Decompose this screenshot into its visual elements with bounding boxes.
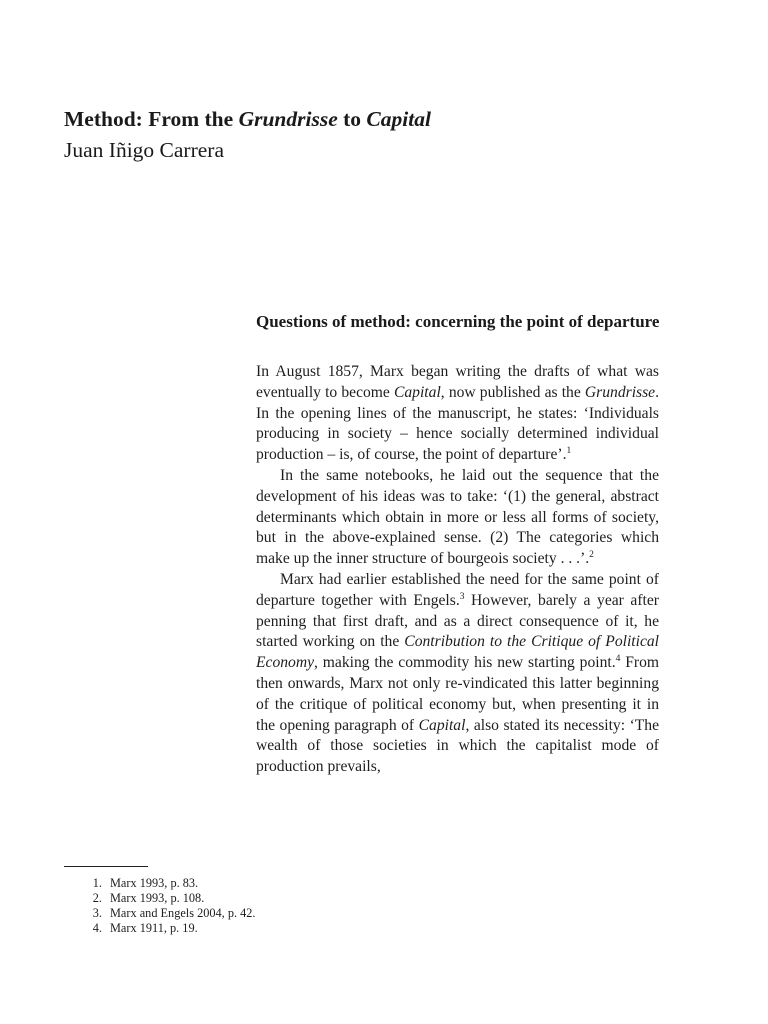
chapter-author: Juan Iñigo Carrera [64, 138, 224, 162]
paragraph-1-text-e: . In the opening lines of the manuscript, he states: ‘Individuals producing in society – hence socially determined individual production – is, of course, the point of departure’. [256, 383, 659, 464]
paragraph-1-text-a: In August 1857, Marx began writing the drafts of what was eventually to become [256, 363, 659, 401]
paragraph-1-text-c: , now published as the [440, 383, 585, 401]
footnote-divider [64, 866, 148, 867]
paragraph-3-text-b: However, barely a year after penning that first draft, and as a direct consequence of it, he started working on the [256, 591, 659, 651]
chapter-title-grundrisse: Grundrisse [238, 107, 338, 131]
paragraph-2 [256, 466, 659, 570]
footnote-marker-1[interactable]: 1 [566, 446, 572, 457]
paragraph-1-capital: Capital [393, 383, 441, 401]
paragraph-3-text-d: , making the commodity his new starting point. [314, 654, 616, 672]
paragraph-3-contribution-title: Contribution to the Critique of Political Economy [256, 633, 659, 672]
footnote-item [64, 906, 464, 921]
chapter-title-text: Method: From the [64, 107, 239, 131]
paragraph-3-capital: Capital [418, 716, 466, 734]
footnote-marker-3[interactable]: 3 [459, 591, 465, 602]
footnote-item [64, 891, 464, 906]
footnotes-list [64, 876, 464, 936]
paragraph-1 [256, 362, 659, 466]
paragraph-3-text-g: , also stated its necessity: ‘The wealth of those societies in which the capitalist mode of production prevails, [256, 716, 660, 776]
footnote-number: 2. [92, 891, 102, 905]
chapter-title-capital: Capital [366, 107, 431, 131]
paragraph-1-grundrisse: Grundrisse [584, 383, 656, 401]
chapter-title [64, 106, 431, 132]
section-heading: Questions of method: concerning the point of departure [256, 312, 660, 331]
footnote-marker-4[interactable]: 4 [615, 654, 621, 665]
chapter-title-to: to [337, 107, 367, 131]
footnote-number: 1. [92, 876, 102, 890]
paragraph-3-text-e: From then onwards, Marx not only re-vindicated this latter beginning of the critique of political economy but, when presenting it in the opening paragraph of [256, 654, 659, 734]
footnote-item [64, 921, 464, 936]
footnote-number: 3. [92, 906, 102, 920]
body-text [256, 362, 659, 778]
footnote-text: Marx 1911, p. 19. [110, 921, 198, 935]
paragraph-3-text-a: Marx had earlier established the need for the same point of departure together with Engels. [256, 570, 659, 609]
footnote-text: Marx 1993, p. 108. [110, 891, 205, 905]
footnote-item [64, 876, 464, 891]
footnote-text: Marx 1993, p. 83. [110, 876, 199, 890]
paragraph-3 [256, 570, 659, 778]
footnote-number: 4. [92, 921, 102, 935]
paragraph-2-text: In the same notebooks, he laid out the sequence that the development of his ideas was to take: ‘(1) the general, abstract determinants which obtain in more or less all forms of society, but in the above-explained sense. (2) The categories which make up the inner structure of bourgeois society . . .’. [256, 466, 659, 568]
footnote-marker-2[interactable]: 2 [589, 550, 594, 561]
footnote-text: Marx and Engels 2004, p. 42. [110, 906, 256, 920]
